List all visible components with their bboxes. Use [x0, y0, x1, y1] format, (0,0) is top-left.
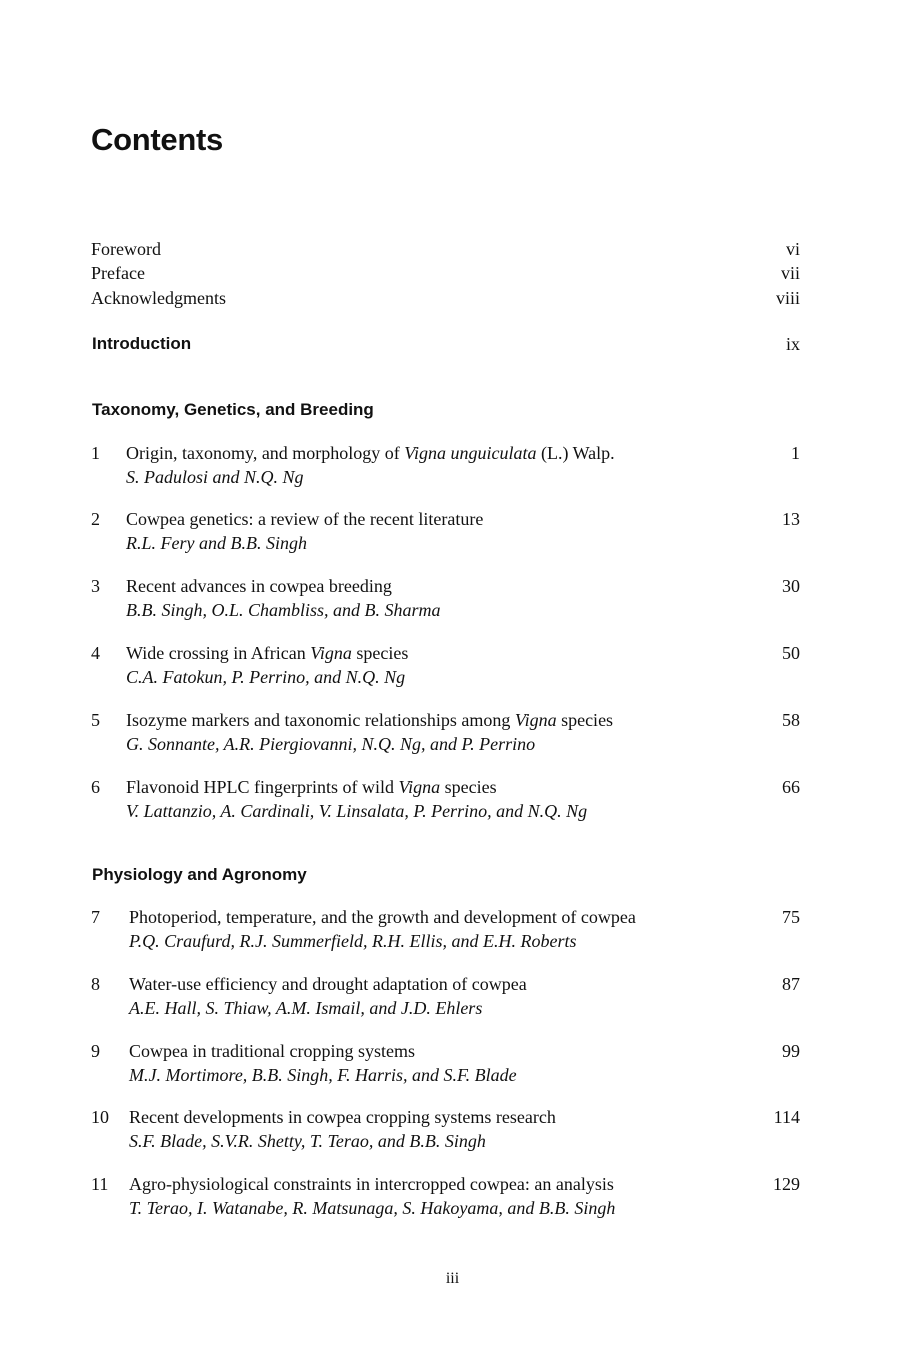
chapter-title: Agro-physiological constraints in intercropped cowpea: an analysis [129, 1174, 614, 1194]
section-heading-label: Physiology and Agronomy [92, 865, 307, 884]
toc-entry-7 [91, 905, 802, 959]
chapter-title: Flavonoid HPLC fingerprints of wild Vigna species [126, 777, 497, 797]
toc-entry-5 [91, 708, 802, 762]
chapter-authors: P.Q. Craufurd, R.J. Summerfield, R.H. Ellis, and E.H. Roberts [129, 931, 577, 951]
chapter-number: 3 [91, 576, 100, 596]
chapter-authors: A.E. Hall, S. Thiaw, A.M. Ismail, and J.D. Ehlers [129, 998, 483, 1018]
chapter-title: Cowpea genetics: a review of the recent literature [126, 509, 484, 529]
chapter-number: 7 [91, 907, 100, 927]
chapter-number: 1 [91, 443, 100, 463]
species-name: Vigna [398, 777, 441, 797]
chapter-authors: R.L. Fery and B.B. Singh [126, 533, 307, 553]
toc-page-number: vi [785, 239, 800, 259]
chapter-authors: B.B. Singh, O.L. Chambliss, and B. Sharma [126, 600, 441, 620]
chapter-number: 11 [91, 1174, 109, 1194]
section-heading-physiology [92, 862, 802, 888]
toc-entry-3 [91, 574, 802, 628]
toc-front-acknowledgments [91, 285, 802, 311]
chapter-number: 4 [91, 643, 100, 663]
toc-page-number: vii [780, 263, 800, 283]
species-name: Vigna [514, 710, 557, 730]
toc-label: Introduction [92, 334, 192, 353]
toc-entry-8 [91, 972, 802, 1026]
toc-entry-2 [91, 507, 802, 561]
chapter-number: 10 [91, 1107, 109, 1127]
chapter-authors: V. Lattanzio, A. Cardinali, V. Linsalata, P. Perrino, and N.Q. Ng [126, 801, 588, 821]
chapter-number: 2 [91, 509, 100, 529]
toc-entry-6 [91, 775, 802, 829]
chapter-title: Recent developments in cowpea cropping systems research [129, 1107, 556, 1127]
toc-page-number: 114 [773, 1107, 800, 1127]
page-footer-number: iii [445, 1270, 460, 1287]
chapter-title: Water-use efficiency and drought adaptation of cowpea [129, 974, 527, 994]
species-name: Vigna [310, 643, 352, 663]
chapter-number: 5 [91, 710, 100, 730]
chapter-authors: C.A. Fatokun, P. Perrino, and N.Q. Ng [126, 667, 406, 687]
chapter-authors: G. Sonnante, A.R. Piergiovanni, N.Q. Ng, and P. Perrino [126, 734, 536, 754]
toc-page-number: 13 [782, 509, 800, 529]
toc-entry-11 [91, 1172, 802, 1226]
toc-page-number: viii [775, 288, 800, 308]
chapter-authors: T. Terao, I. Watanabe, R. Matsunaga, S. Hakoyama, and B.B. Singh [129, 1198, 616, 1218]
toc-page-number: ix [785, 334, 800, 354]
chapter-title: Recent advances in cowpea breeding [126, 576, 392, 596]
toc-introduction [92, 331, 802, 357]
toc-label: Preface [91, 263, 145, 283]
chapter-title: Wide crossing in African Vigna species [126, 643, 409, 663]
chapter-authors: M.J. Mortimore, B.B. Singh, F. Harris, and S.F. Blade [129, 1065, 517, 1085]
toc-page-number: 1 [791, 443, 800, 463]
toc-label: Foreword [91, 239, 161, 259]
toc-entry-1 [91, 441, 802, 495]
section-heading-label: Taxonomy, Genetics, and Breeding [92, 400, 374, 419]
toc-page-number: 58 [782, 710, 800, 730]
chapter-title: Cowpea in traditional cropping systems [129, 1041, 415, 1061]
chapter-title: Photoperiod, temperature, and the growth and development of cowpea [129, 907, 636, 927]
chapter-number: 6 [91, 777, 100, 797]
toc-entry-9 [91, 1039, 802, 1093]
chapter-title: Isozyme markers and taxonomic relationships among Vigna species [126, 710, 614, 730]
page-title: Contents [91, 122, 223, 157]
chapter-title: Origin, taxonomy, and morphology of Vigna unguiculata (L.) Walp. [126, 443, 615, 463]
toc-page-number: 99 [782, 1041, 800, 1061]
toc-entry-10 [91, 1105, 802, 1159]
toc-page-number: 66 [782, 777, 800, 797]
toc-page-number: 75 [782, 907, 800, 927]
toc-front-preface [91, 260, 802, 286]
chapter-number: 8 [91, 974, 100, 994]
toc-page-number: 87 [782, 974, 800, 994]
chapter-authors: S. Padulosi and N.Q. Ng [126, 467, 304, 487]
section-heading-taxonomy [92, 397, 802, 423]
species-name: Vigna unguiculata [404, 443, 537, 463]
toc-label: Acknowledgments [91, 288, 226, 308]
toc-entry-4 [91, 641, 802, 695]
toc-page-number: 30 [782, 576, 800, 596]
toc-page-number: 129 [773, 1174, 800, 1194]
toc-front-foreword [91, 236, 802, 262]
toc-page-number: 50 [782, 643, 800, 663]
chapter-number: 9 [91, 1041, 100, 1061]
chapter-authors: S.F. Blade, S.V.R. Shetty, T. Terao, and B.B. Singh [129, 1131, 486, 1151]
